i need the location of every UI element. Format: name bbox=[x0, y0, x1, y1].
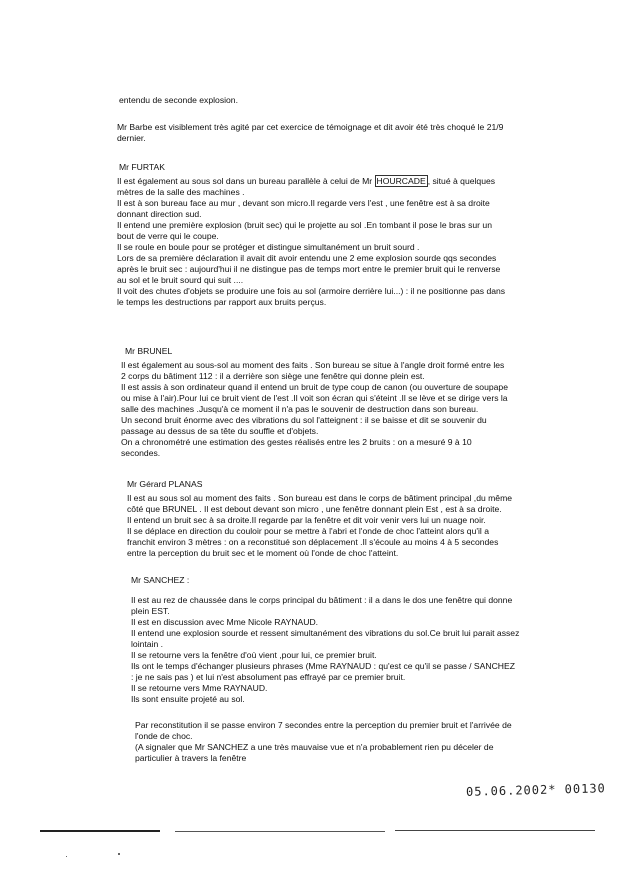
brunel-paragraph: Il est également au sous-sol au moment des faits . Son bureau se situe à l'angle droit formé entre les 2 corps du bâtiment 112 : il a derrière son siège une fenêtre qui donne plein est. Il est assis à son ordinateur quand il entend un bruit de type coup de canon (ou ouverture de soupape ou mise à l'air).Pour lui ce bruit vient de l'est .Il voit son écran qui s'éteint .Il se lève et se dirige vers la salle des machines .Jusqu'à ce moment il n'a pas le souvenir de destruction dans son bureau. Un second bruit énorme avec des vibrations du sol l'atteignent : il se baisse et dit se souvenir du passage au dessus de sa tête du souffle et d'objets. On a chronométré une estimation des gestes réalisés entre les 2 bruits : on a mesuré 9 à 10 secondes. bbox=[121, 360, 508, 458]
barbe-paragraph: Mr Barbe est visiblement très agité par cet exercice de témoignage et dit avoir été très choqué le 21/9 dernier. bbox=[117, 122, 504, 143]
brunel-heading: Mr BRUNEL bbox=[125, 346, 173, 356]
scan-noise-dot bbox=[118, 853, 120, 855]
sanchez-heading: Mr SANCHEZ : bbox=[131, 575, 190, 585]
furtak-heading: Mr FURTAK bbox=[119, 162, 165, 172]
intro-text: entendu de seconde explosion. bbox=[119, 95, 238, 105]
sanchez-reconstitution: Par reconstitution il se passe environ 7 secondes entre la perception du premier bruit et l'arrivée de l'onde de choc. (A signaler que Mr SANCHEZ a une très mauvaise vue et n'a probablement rien pu déceler de particulier à travers la fenêtre bbox=[135, 720, 512, 763]
date-stamp: 05.06.2002* 00130 bbox=[465, 781, 606, 799]
scan-noise-line bbox=[395, 830, 595, 831]
scan-noise-line bbox=[175, 831, 385, 832]
sanchez-paragraph: Il est au rez de chaussée dans le corps principal du bâtiment : il a dans le dos une fenêtre qui donne plein EST. Il est en discussion avec Mme Nicole RAYNAUD. Il entend une explosion sourde et ressent simultanément des vibrations du sol.Ce bruit lui parait assez lointain . Il se retourne vers la fenêtre d'où vient ,pour lui, ce premier bruit. Ils ont le temps d'échanger plusieurs phrases (Mme RAYNAUD : qu'est ce qu'il se passe / SANCHEZ : je ne sais pas ) et lui n'est absolument pas effrayé par ce premier bruit. Il se retourne vers Mme RAYNAUD. Ils sont ensuite projeté au sol. bbox=[131, 595, 520, 704]
planas-paragraph: Il est au sous sol au moment des faits . Son bureau est dans le corps de bâtiment principal ,du même côté que BRUNEL . Il est debout devant son micro , une fenêtre donnant plein Est , est à sa droite. Il entend un bruit sec à sa droite.Il regarde par la fenêtre et dit voir venir vers lui un nuage noir. Il se déplace en direction du couloir pour se mettre à l'abri et l'onde de choc l'atteint alors qu'il a franchit environ 3 mètres : on a reconstitué son déplacement .Il s'écoule au moins 4 à 5 secondes entre la perception du bruit sec et le moment où l'onde de choc l'atteint. bbox=[127, 493, 513, 558]
scan-noise-line bbox=[40, 830, 160, 832]
scan-noise-dot bbox=[66, 856, 67, 857]
planas-heading: Mr Gérard PLANAS bbox=[127, 479, 203, 489]
highlighted-name: HOURCADE bbox=[376, 176, 426, 186]
furtak-paragraph: Il est également au sous sol dans un bureau parallèle à celui de Mr HOURCADE , situé à quelques mètres de la salle des machines . Il est à son bureau face au mur , devant son micro.Il regarde vers l'est , une fenêtre est à sa droite donnant direction sud. Il entend une première explosion (bruit sec) qui le projette au sol .En tombant il pose le bras sur un bout de verre qui le coupe. Il se roule en boule pour se protéger et distingue simultanément un bruit sourd . Lors de sa première déclaration il avait dit avoir entendu une 2 eme explosion sourde qqs secondes après le bruit sec : aujourd'hui il ne distingue pas de temps mort entre le premier bruit qui le renverse au sol et le bruit sourd qui suit .... Il voit des chutes d'objets se produire une fois au sol (armoire derrière lui...) : il ne positionne pas dans le temps les destructions par rapport aux bruits perçus. bbox=[117, 176, 506, 307]
